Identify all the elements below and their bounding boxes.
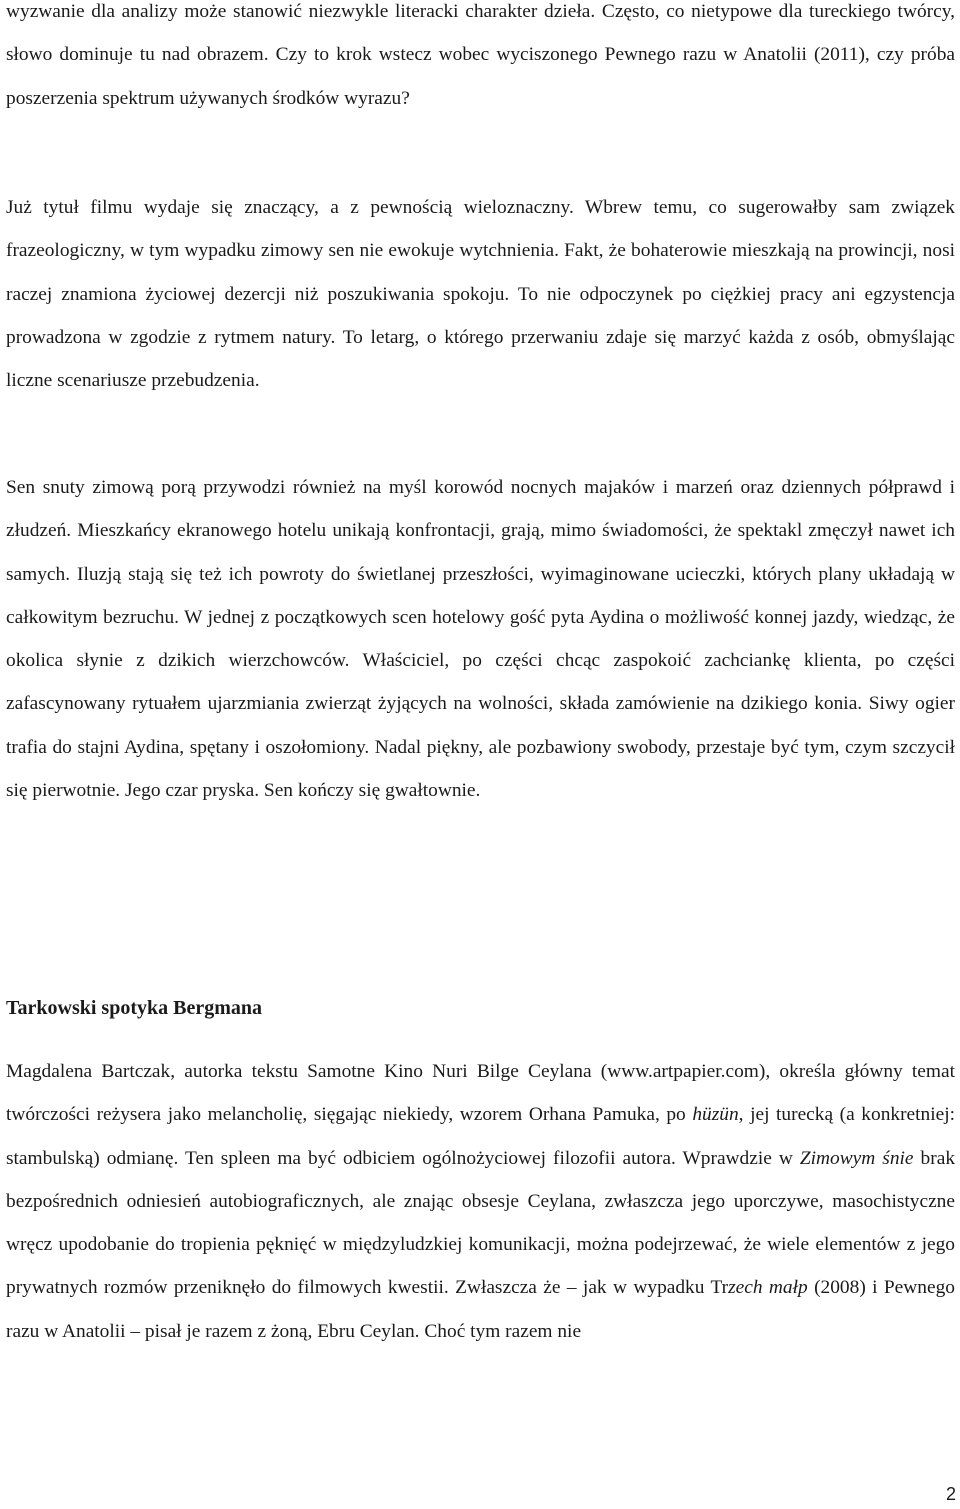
document-page: [6, 0, 955, 1509]
italic-text-segment: Zimowym śnie: [799, 1147, 914, 1169]
text-segment: brak bezpośrednich odniesień autobiograficznych, ale znając obsesje Ceylana, zwłaszcza jego uporczywe, masochistyczne wręcz upodobanie do tropienia pęknięć w międzyludzkiej komunikacji, można podejrzewać, że wiele elementów z jego prywatnych rozmów przeniknęło do filmowych kwestii. Zwłaszcza że – jak w wypadku Tr: [6, 1147, 956, 1299]
paragraph-bartczak: [6, 1050, 955, 1353]
page-number: 2: [945, 1484, 956, 1504]
section-heading: Tarkowski spotyka Bergmana: [6, 997, 262, 1019]
paragraph-intro-continuation: [6, 0, 955, 120]
text-segment: wyzwanie dla analizy może stanowić niezwykle literacki charakter dzieła. Często, co nietypowe dla tureckiego twórcy, słowo dominuje tu nad obrazem. Czy to krok wstecz wobec wyciszonego Pewnego razu w Anatolii (2011), czy próba poszerzenia spektrum używanych środków wyrazu?: [6, 1, 955, 109]
paragraph-title-meaning: [6, 186, 955, 402]
italic-text-segment: zech małp: [728, 1277, 808, 1299]
paragraph-winter-sleep: [6, 466, 955, 812]
text-segment: (2008) i Pewnego razu w Anatolii – pisał je razem z żoną, Ebru Ceylan. Choć tym razem nie: [6, 1277, 955, 1342]
italic-text-segment: hüzün: [692, 1104, 739, 1126]
text-segment: Magdalena Bartczak, autorka tekstu Samotne Kino Nuri Bilge Ceylana (www.artpapier.com), określa główny temat twórczości reżysera jako melancholię, sięgając niekiedy, wzorem Orhana Pamuka, po: [6, 1061, 955, 1126]
text-segment: Już tytuł filmu wydaje się znaczący, a z pewnością wieloznaczny. Wbrew temu, co sugerowałby sam związek frazeologiczny, w tym wypadku zimowy sen nie ewokuje wytchnienia. Fakt, że bohaterowie mieszkają na prowincji, nosi raczej znamiona życiowej dezercji niż poszukiwania spokoju. To nie odpoczynek po ciężkiej pracy ani egzystencja prowadzona w zgodzie z rytmem natury. To letarg, o którego przerwaniu zdaje się marzyć każda z osób, obmyślając liczne scenariusze przebudzenia.: [6, 197, 955, 392]
text-segment: Sen snuty zimową porą przywodzi również na myśl korowód nocnych majaków i marzeń oraz dziennych półprawd i złudzeń. Mieszkańcy ekranowego hotelu unikają konfrontacji, grają, mimo świadomości, że spektakl zmęczył nawet ich samych. Iluzją stają się też ich powroty do świetlanej przeszłości, wyimaginowane ucieczki, których plany układają w całkowitym bezruchu. W jednej z początkowych scen hotelowy gość pyta Aydina o możliwość konnej jazdy, wiedząc, że okolica słynie z dzikich wierzchowców. Właściciel, po części chcąc zaspokoić zachciankę klienta, po części zafascynowany rytuałem ujarzmiania zwierząt żyjących na wolności, składa zamówienie na dzikiego konia. Siwy ogier trafia do stajni Aydina, spętany i oszołomiony. Nadal piękny, ale pozbawiony swobody, przestaje być tym, czym szczycił się pierwotnie. Jego czar pryska. Sen kończy się gwałtownie.: [6, 477, 955, 802]
text-segment: , jej turecką (a konkretniej: stambulską) odmianę. Ten spleen ma być odbiciem ogólnożyciowej filozofii autora. Wprawdzie w: [6, 1104, 955, 1169]
